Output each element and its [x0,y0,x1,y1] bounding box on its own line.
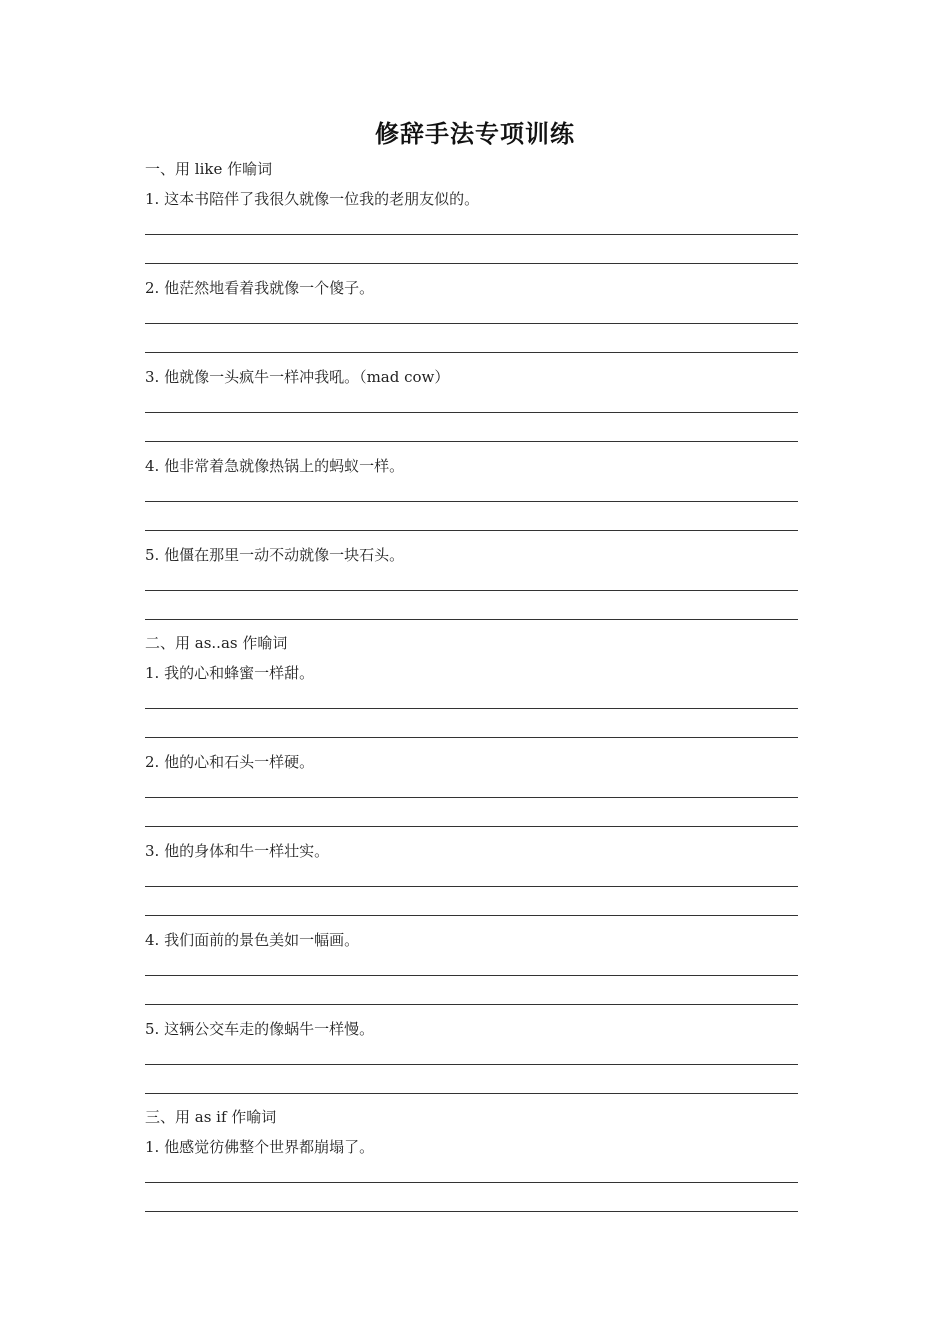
answer-line[interactable] [145,352,798,353]
answer-line[interactable] [145,441,798,442]
section-heading: 三、用 as if 作喻词 [145,1108,277,1126]
answer-line[interactable] [145,501,798,502]
question-text: 5. 他僵在那里一动不动就像一块石头。 [145,546,405,564]
answer-line[interactable] [145,619,798,620]
question-text: 1. 他感觉彷佛整个世界都崩塌了。 [145,1138,375,1156]
answer-line[interactable] [145,708,798,709]
answer-line[interactable] [145,975,798,976]
question-text: 2. 他茫然地看着我就像一个傻子。 [145,279,375,297]
question-text: 4. 他非常着急就像热锅上的蚂蚁一样。 [145,457,405,475]
question-item [145,189,800,278]
section-like [145,159,800,634]
question-item [145,1019,800,1108]
answer-line[interactable] [145,797,798,798]
question-text: 5. 这辆公交车走的像蜗牛一样慢。 [145,1020,375,1038]
question-text: 2. 他的心和石头一样硬。 [145,753,315,771]
answer-line[interactable] [145,737,798,738]
answer-line[interactable] [145,1182,798,1183]
answer-line[interactable] [145,915,798,916]
question-item [145,545,800,634]
question-text: 1. 我的心和蜂蜜一样甜。 [145,664,315,682]
page-title: 修辞手法专项训练 [375,119,575,148]
answer-line[interactable] [145,1004,798,1005]
question-text: 3. 他的身体和牛一样壮实。 [145,842,330,860]
answer-line[interactable] [145,826,798,827]
answer-line[interactable] [145,323,798,324]
question-item [145,841,800,930]
answer-line[interactable] [145,590,798,591]
question-item [145,930,800,1019]
question-item [145,663,800,752]
section-heading: 一、用 like 作喻词 [145,160,273,178]
answer-line[interactable] [145,530,798,531]
question-item [145,367,800,456]
section-as-as [145,633,800,1108]
answer-line[interactable] [145,263,798,264]
section-as-if [145,1107,800,1226]
section-heading: 二、用 as..as 作喻词 [145,634,288,652]
question-item [145,456,800,545]
answer-line[interactable] [145,234,798,235]
question-item [145,1137,800,1226]
answer-line[interactable] [145,1064,798,1065]
question-item [145,752,800,841]
answer-line[interactable] [145,886,798,887]
question-text: 3. 他就像一头疯牛一样冲我吼。（mad cow） [145,368,450,386]
answer-line[interactable] [145,1093,798,1094]
answer-line[interactable] [145,1211,798,1212]
question-text: 1. 这本书陪伴了我很久就像一位我的老朋友似的。 [145,190,480,208]
answer-line[interactable] [145,412,798,413]
question-text: 4. 我们面前的景色美如一幅画。 [145,931,360,949]
question-item [145,278,800,367]
